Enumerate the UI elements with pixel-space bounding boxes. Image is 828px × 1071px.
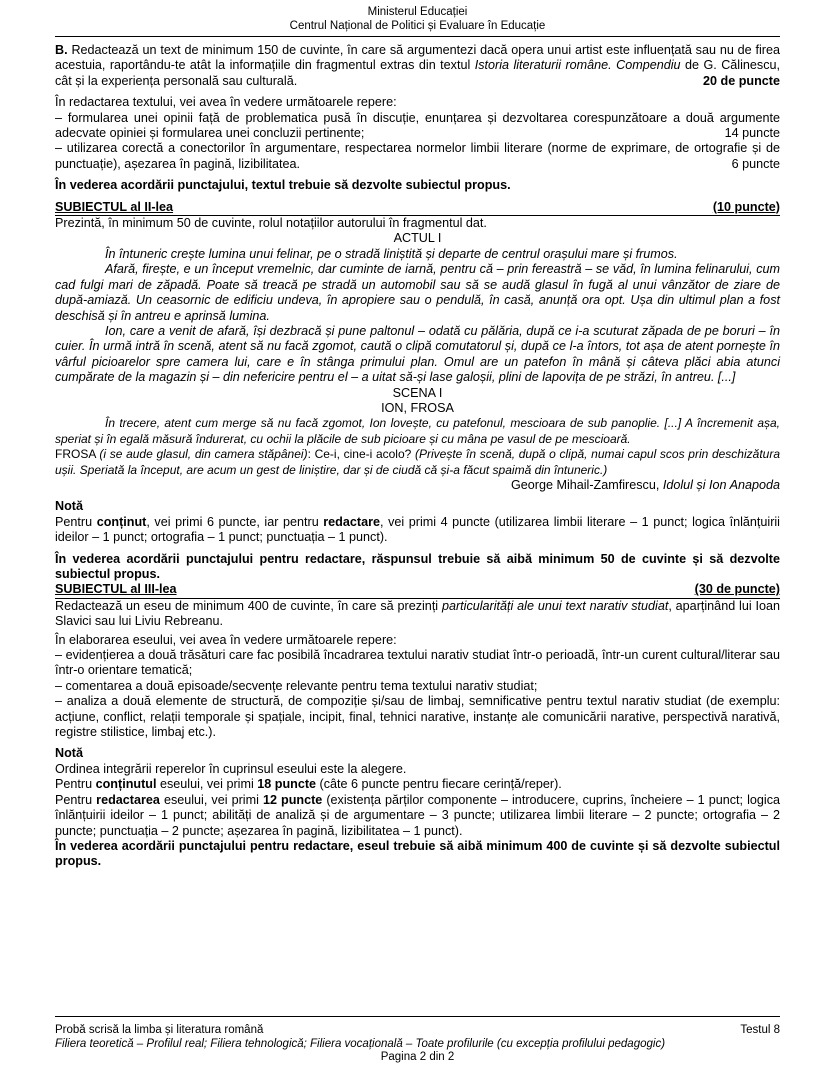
subject-3-req3: – analiza a două elemente de structură, de compoziție și/sau de limbaj, semnificative pentru textul narativ studiat (de exemplu: acțiune, conflict, relații temporale și spațiale, incipit, final, tehnici narative, instanțe ale comunicării narative, perspectivă narativă, registre stilistice, limbaj etc.). xyxy=(55,694,780,740)
part-b xyxy=(55,43,780,194)
subject-3-note-3: Pentru redactarea eseului, vei primi 12 puncte (existența părților componente – introducere, cuprins, încheiere – 1 punct; logica înlănțuirii ideilor – 1 punct; abilități de analiză și de argumentare – 3 puncte; utilizarea limbii literare – 2 puncte; ortografia – 2 puncte; punctuația – 2 puncte; așezarea în pagină, lizibilitatea – 1 punct). xyxy=(55,792,781,838)
part-b-req2: – utilizarea corectă a conectorilor în argumentare, respectarea normelor limbii literare (norme de exprimare, de ortografie și de punctuație), așezarea în pagină, lizibilitatea. 6 puncte xyxy=(55,141,780,171)
footer-test: Testul 8 xyxy=(740,1024,780,1036)
book-title: Istoria literaturii române. Compendiu xyxy=(474,58,681,73)
subject-2-note-title: Notă xyxy=(55,499,83,514)
footer-page-number: Pagina 2 din 2 xyxy=(380,1051,455,1063)
subject-2-title: SUBIECTUL al II-lea xyxy=(55,199,174,214)
part-b-task: B. Redactează un text de minimum 150 de cuvinte, în care să argumentezi dacă opera unui artist este influențată sau nu de firea acestuia, raportându-te atât la informațiile din fragmentul extras din textul Istoria literaturii române. Compendiu de G. Călinescu, cât și la experiența personală sau culturală. 20 de puncte xyxy=(55,43,781,88)
subject-3-note-1: Ordinea integrării reperelor în cuprinsul eseului este la alegere. xyxy=(55,761,407,776)
subject-2 xyxy=(55,200,780,583)
page-header xyxy=(55,6,780,37)
subject-2-points: (10 puncte) xyxy=(712,199,780,214)
subject-3-note-2: Pentru conținutul eseului, vei primi 18 puncte (câte 6 puncte pentru fiecare cerință/reper). xyxy=(55,777,562,792)
excerpt-para-3: Ion, care a venit de afară, își dezbracă și pune paltonul – odată cu pălăria, după ce i-a scuturat zăpada de pe boruri – în cuier. În urmă intră în scenă, atent să nu facă zgomot, caută o clipă comutatorul și, după ce l-a întors, tot așa de atent pornește în vârful picioarelor spre camera lui, care e în stânga primului plan. Omul are un patefon în mână și câteva plăci abia atunci cumpărate de la magazin și – din nefericire pentru el – a uitat să-și lase galoșii, plini de lapovița de pe străzi, în antreu. [...] xyxy=(55,323,780,385)
subject-3-final-note: În vederea acordării punctajului pentru redactare, eseul trebuie să aibă minimum 400 de cuvinte și să dezvolte subiectul propus. xyxy=(55,838,780,869)
scene-characters: ION, FROSA xyxy=(381,400,454,415)
subject-2-task: Prezintă, în minimum 50 de cuvinte, rolul notațiilor autorului în fragmentul dat. xyxy=(55,216,487,231)
excerpt-para-2: Afară, firește, e un început vremelnic, dar cuminte de iarnă, pentru că – prin fereastră – se văd, în lumina felinarului, cum cad fulgi mari de zăpadă. Poate să treacă pe stradă un automobil sau să se audă glasul în fugă al unui vânzător de ziare de după-amiază. Un ceasornic de edificiu undeva, în apropiere sau o pendulă, în casă, anunță ora opt. Ușa din ultimul plan a fost deschisă și în antreu e aprinsă lumina. xyxy=(55,262,780,323)
subject-2-final-note: În vederea acordării punctajului pentru redactare, răspunsul trebuie să aibă minimum 50 de cuvinte și să dezvolte subiectul propus. xyxy=(55,551,780,581)
scene-heading: SCENA I xyxy=(392,385,443,400)
subject-3-title: SUBIECTUL al III-lea xyxy=(55,582,177,597)
frosa-line: FROSA (i se aude glasul, din camera stăpânei): Ce-i, cine-i acolo? (Privește în scenă, după o clipă, numai capul scos prin deschizătura ușii. Speriată la început, are acum un gest de liniștire, dar și de ciudă că și-a făcut spaimă din întuneric.) xyxy=(55,447,780,477)
header-ministry: Ministerul Educației xyxy=(367,6,468,18)
part-b-req1: – formularea unei opinii față de problematica pusă în discuție, enunțarea și dezvoltarea corespunzătoare a două argumente adecvate opiniei și formularea unei concluzii pertinente; 14 puncte xyxy=(55,110,780,141)
req2-points: 6 puncte xyxy=(731,156,780,171)
act-heading: ACTUL I xyxy=(393,231,442,246)
part-b-note: În vederea acordării punctajului, textul trebuie să dezvolte subiectul propus. xyxy=(55,178,511,193)
subject-3-task: Redactează un eseu de minimum 400 de cuvinte, în care să prezinți particularități ale unui text narativ studiat, aparținând lui Ioan Slavici sau lui Liviu Rebreanu. xyxy=(55,598,780,629)
subject-2-heading xyxy=(55,200,780,216)
subject-2-note: Pentru conținut, vei primi 6 puncte, iar pentru redactare, vei primi 4 puncte (utilizarea limbii literare – 1 punct; logica înlănțuirii ideilor – 1 punct; ortografia – 1 punct; punctuația – 1 punct). xyxy=(55,514,780,545)
part-b-label: B. xyxy=(55,43,68,57)
part-b-intro: În redactarea textului, vei avea în vedere următoarele repere: xyxy=(55,95,397,110)
req1-points: 14 puncte xyxy=(724,126,780,141)
subject-3-req1: – evidențierea a două trăsături care fac posibilă încadrarea textului narativ studiat într-o perioadă, într-un curent cultural/literar sau într-o orientare tematică; xyxy=(55,648,780,678)
subject-3-intro: În elaborarea eseului, vei avea în vedere următoarele repere: xyxy=(55,632,397,647)
subject-3-heading xyxy=(55,582,780,598)
excerpt-source: George Mihail-Zamfirescu, Idolul și Ion Anapoda xyxy=(510,477,780,492)
subject-3-req2: – comentarea a două episoade/secvențe relevante pentru tema textului narativ studiat; xyxy=(55,678,538,693)
excerpt-para-4: În trecere, atent cum merge să nu facă zgomot, Ion lovește, cu patefonul, mescioara de sub panoplie. [...] A încremenit așa, speriat și în egală măsură îndurerat, cu ochii la plăcile de sub picioare și cu mâna pe vasul de pe mescioară. xyxy=(55,416,780,446)
header-center: Centrul Național de Politici și Evaluare în Educație xyxy=(289,19,546,32)
footer-row xyxy=(55,1024,780,1038)
footer-exam: Probă scrisă la limba și literatura română xyxy=(55,1024,264,1036)
excerpt-para-1: În întuneric crește lumina unui felinar, pe o stradă liniștită și departe de centrul orașului mare și frumos. xyxy=(105,246,678,261)
exam-page xyxy=(55,6,780,870)
part-b-points: 20 de puncte xyxy=(703,73,780,88)
page-footer xyxy=(55,1016,780,1065)
subject-3-note-title: Notă xyxy=(55,746,83,761)
footer-filiera: Filiera teoretică – Profilul real; Filiera tehnologică; Filiera vocațională – Toate profilurile (cu excepția profilului pedagogic) xyxy=(55,1037,666,1050)
subject-3-points: (30 de puncte) xyxy=(694,582,780,597)
subject-3 xyxy=(55,582,780,869)
